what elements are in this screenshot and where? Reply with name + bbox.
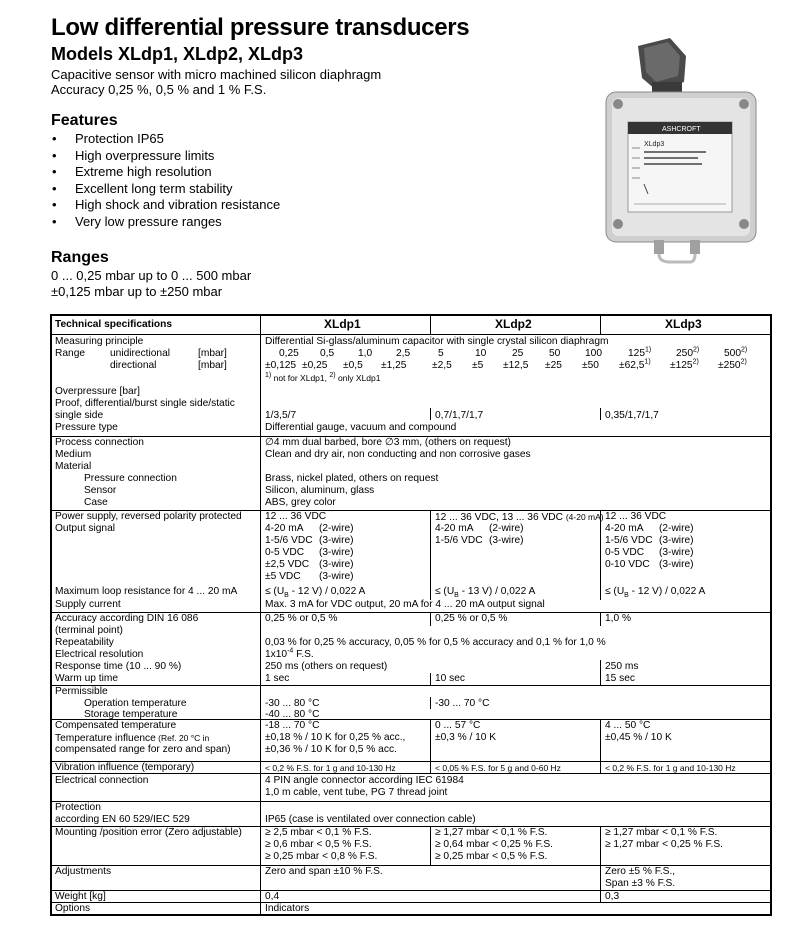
compensated-temperature-xldp3: 4 ... 50 °C — [605, 720, 651, 731]
warm-up-time-xldp2: 10 sec — [435, 673, 466, 684]
material-label: Material — [55, 461, 92, 472]
compensated-temperature-xldp2: 0 ... 57 °C — [435, 720, 481, 731]
accuracy-terminal-label: (terminal point) — [55, 625, 123, 636]
loop-resistance-xldp3: ≤ ($U_B - 12$ V) / 0,022 A — [605, 586, 706, 600]
operation-temperature-label: Operation temperature — [84, 698, 187, 709]
output-xldp1: 0-5 VDC — [265, 547, 305, 558]
operation-temperature-xldp1: -30 ... 80 °C — [265, 698, 320, 709]
range-unit: [mbar] — [198, 360, 227, 371]
vibration-influence-label: Vibration influence (temporary) — [55, 762, 195, 773]
column-header-xldp3: XLdp3 — [665, 317, 702, 331]
technical-specifications-table — [50, 314, 772, 916]
electrical-connection-value: 1,0 m cable, vent tube, PG 7 thread joint — [265, 787, 448, 798]
response-time-xldp3: 250 ms — [605, 661, 639, 672]
range-dir-value: ±0,25 — [302, 360, 328, 371]
output-xldp1-wire: (3-wire) — [319, 535, 354, 546]
overpressure-single-side-label: single side — [55, 410, 104, 421]
case-label: Case — [84, 497, 108, 508]
output-xldp1: 1-5/6 VDC — [265, 535, 313, 546]
range-dir-value: ±12,5 — [503, 360, 529, 371]
vibration-xldp3: < 0,2 % F.S. for 1 g and 10-130 Hz — [605, 763, 736, 773]
electrical-resolution-label: Electrical resolution — [55, 649, 144, 660]
power-supply-xldp1: 12 ... 36 VDC — [265, 511, 327, 522]
output-xldp1-wire: (3-wire) — [319, 559, 354, 570]
electrical-connection-value: 4 PIN angle connector according IEC 61984 — [265, 775, 464, 786]
overpressure-xldp1: 1/3,5/7 — [265, 410, 297, 421]
warm-up-time-label: Warm up time — [55, 673, 119, 684]
range-uni-value: 500$^{2)}$ — [724, 346, 748, 359]
overpressure-proof-label: Proof, differential/burst single side/static — [55, 398, 235, 409]
range-dir-value: ±0,5 — [343, 360, 363, 371]
electrical-resolution-value: $1x10^{-4}$ F.S. — [265, 647, 314, 660]
output-xldp3: 4-20 mA — [605, 523, 644, 534]
range-uni-value: 100 — [585, 348, 602, 359]
pressure-type-label: Pressure type — [55, 422, 118, 433]
adjustments-xldp3: Zero ±5 % F.S., — [605, 866, 676, 877]
options-value: Indicators — [265, 903, 310, 914]
range-dir-value: ±0,125 — [265, 360, 297, 371]
mounting-xldp3: ≥ 1,27 mbar < 0,25 % F.S. — [605, 839, 723, 850]
range-dir-value: $\pm 125^{2)}$ — [670, 358, 699, 371]
weight-label: Weight [kg] — [55, 891, 106, 902]
range-label: Range — [55, 348, 86, 359]
temperature-influence-sub-label: compensated range for zero and span) — [55, 744, 231, 755]
mounting-xldp2: ≥ 0,64 mbar < 0,25 % F.S. — [435, 839, 553, 850]
description-line-2: Accuracy 0,25 %, 0,5 % and 1 % F.S. — [51, 82, 267, 97]
range-unit: [mbar] — [198, 348, 227, 359]
temperature-influence-xldp3: ±0,45 % / 10 K — [605, 732, 672, 743]
weight-xldp1: 0,4 — [265, 891, 280, 902]
mounting-xldp3: ≥ 1,27 mbar < 0,1 % F.S. — [605, 827, 718, 838]
loop-resistance-xldp2: ≤ ($U_B - 13$ V) / 0,022 A — [435, 586, 536, 600]
spec-header: Technical specifications — [55, 319, 173, 330]
storage-temperature-xldp1: -40 ... 80 °C — [265, 709, 320, 720]
mounting-xldp1: ≥ 0,25 mbar < 0,8 % F.S. — [265, 851, 378, 862]
feature-item: • Excellent long term stability — [51, 181, 280, 198]
loop-resistance-xldp1: ≤ ($U_B - 12$ V) / 0,022 A — [265, 586, 366, 600]
protection-value: IP65 (case is ventilated over connection cable) — [265, 814, 476, 825]
power-supply-xldp2: 12 ... 36 VDC, 13 ... 36 VDC (4-20 mA) — [435, 512, 604, 523]
sensor-label: Sensor — [84, 485, 117, 496]
range-line-1: 0 ... 0,25 mbar up to 0 ... 500 mbar — [51, 268, 252, 283]
adjustments-xldp1: Zero and span ±10 % F.S. — [265, 866, 383, 877]
temperature-influence-xldp1: ±0,36 % / 10 K for 0,5 % acc. — [265, 744, 397, 755]
range-uni-value: 25 — [512, 348, 524, 359]
overpressure-label: Overpressure [bar] — [55, 386, 140, 397]
options-label: Options — [55, 903, 91, 914]
page-subtitle: Models XLdp1, XLdp2, XLdp3 — [51, 44, 304, 64]
output-xldp3-wire: (2-wire) — [659, 523, 694, 534]
accuracy-label: Accuracy according DIN 16 086 — [55, 613, 199, 624]
page-title: Low differential pressure transducers — [51, 14, 470, 41]
output-xldp3-wire: (3-wire) — [659, 535, 694, 546]
repeatability-value: 0,03 % for 0,25 % accuracy, 0,05 % for 0,5 % accuracy and 0,1 % for 1,0 % — [265, 637, 606, 648]
output-xldp1: ±5 VDC — [265, 571, 301, 582]
sensor-value: Silicon, aluminum, glass — [265, 485, 375, 496]
mounting-xldp2: ≥ 0,25 mbar < 0,5 % F.S. — [435, 851, 548, 862]
temperature-influence-label: Temperature influence (Ref. 20 °C in — [55, 733, 210, 744]
mounting-error-label: Mounting /position error (Zero adjustable) — [55, 827, 242, 838]
temperature-influence-xldp2: ±0,3 % / 10 K — [435, 732, 497, 743]
overpressure-xldp3: 0,35/1,7/1,7 — [605, 410, 659, 421]
warm-up-time-xldp3: 15 sec — [605, 673, 636, 684]
transducer-device-image — [598, 34, 768, 264]
loop-resistance-label: Maximum loop resistance for 4 ... 20 mA — [55, 586, 238, 597]
protection-standard-label: according EN 60 529/IEC 529 — [55, 814, 190, 825]
range-uni-value: 50 — [549, 348, 561, 359]
output-xldp2-wire: (3-wire) — [489, 535, 524, 546]
device-model-label: XLdp3 — [644, 141, 665, 148]
feature-item: • High shock and vibration resistance — [51, 197, 280, 214]
adjustments-xldp3: Span ±3 % F.S. — [605, 878, 676, 889]
compensated-temperature-xldp1: -18 ... 70 °C — [265, 720, 320, 731]
weight-xldp3: 0,3 — [605, 891, 620, 902]
range-footnote: $^{1)}$ not for XLdp1, $^{2)}$ only XLdp1 — [265, 372, 381, 383]
vibration-xldp1: < 0,2 % F.S. for 1 g and 10-130 Hz — [265, 763, 396, 773]
feature-item: • Extreme high resolution — [51, 164, 280, 181]
compensated-temperature-label: Compensated temperature — [55, 720, 177, 731]
range-line-2: ±0,125 mbar up to ±250 mbar — [51, 284, 223, 299]
range-uni-value: 1,0 — [358, 348, 373, 359]
range-dir-value: ±2,5 — [432, 360, 452, 371]
vibration-xldp2: < 0,05 % F.S. for 5 g and 0-60 Hz — [435, 763, 561, 773]
repeatability-label: Repeatability — [55, 637, 114, 648]
range-dir-value: ±1,25 — [381, 360, 407, 371]
mounting-xldp2: ≥ 1,27 mbar < 0,1 % F.S. — [435, 827, 548, 838]
medium-value: Clean and dry air, non conducting and non corrosive gases — [265, 449, 531, 460]
output-xldp3: 0-5 VDC — [605, 547, 645, 558]
ranges-heading: Ranges — [51, 249, 109, 266]
column-header-xldp1: XLdp1 — [324, 317, 361, 331]
process-connection-value: ∅4 mm dual barbed, bore ∅3 mm, (others on request) — [265, 437, 511, 448]
range-dir-value: ±50 — [582, 360, 599, 371]
accuracy-xldp3: 1,0 % — [605, 613, 632, 624]
electrical-connection-label: Electrical connection — [55, 775, 149, 786]
device-brand-label: ASHCROFT — [662, 126, 701, 133]
description-line-1: Capacitive sensor with micro machined silicon diaphragm — [51, 67, 382, 82]
output-xldp1-wire: (3-wire) — [319, 571, 354, 582]
range-uni-value: 250$^{2)}$ — [676, 346, 700, 359]
range-dir-value: $\pm 250^{2)}$ — [718, 358, 747, 371]
output-xldp3-wire: (3-wire) — [659, 559, 694, 570]
output-xldp1-wire: (3-wire) — [319, 547, 354, 558]
range-uni-value: 2,5 — [396, 348, 411, 359]
output-xldp2: 4-20 mA — [435, 523, 474, 534]
pressure-connection-value: Brass, nickel plated, others on request — [265, 473, 439, 484]
overpressure-xldp2: 0,7/1,7/1,7 — [435, 410, 484, 421]
range-dir-value: ±5 — [472, 360, 484, 371]
supply-current-value: Max. 3 mA for VDC output, 20 mA for 4 ... 20 mA output signal — [265, 599, 545, 610]
accuracy-xldp1: 0,25 % or 0,5 % — [265, 613, 338, 624]
feature-item: • Very low pressure ranges — [51, 214, 280, 231]
output-xldp3: 0-10 VDC — [605, 559, 650, 570]
range-dir-value: ±25 — [545, 360, 562, 371]
accuracy-xldp2: 0,25 % or 0,5 % — [435, 613, 508, 624]
measuring-principle-value: Differential Si-glass/aluminum capacitor with single crystal silicon diaphragm — [265, 336, 609, 347]
features-heading: Features — [51, 112, 118, 129]
operation-temperature-xldp2: -30 ... 70 °C — [435, 698, 490, 709]
range-directional-label: directional — [110, 360, 157, 371]
supply-current-label: Supply current — [55, 599, 121, 610]
range-uni-value: 125$^{1)}$ — [628, 346, 652, 359]
power-supply-xldp3: 12 ... 36 VDC — [605, 511, 667, 522]
power-supply-label: Power supply, reversed polarity protected — [55, 511, 242, 522]
response-time-label: Response time (10 ... 90 %) — [55, 661, 182, 672]
mounting-xldp1: ≥ 2,5 mbar < 0,1 % F.S. — [265, 827, 372, 838]
range-dir-value: $\pm 62,5^{1)}$ — [619, 358, 651, 371]
pressure-connection-label: Pressure connection — [84, 473, 177, 484]
permissible-label: Permissible — [55, 686, 108, 697]
output-signal-label: Output signal — [55, 523, 116, 534]
feature-item: • Protection IP65 — [51, 131, 280, 148]
column-header-xldp2: XLdp2 — [495, 317, 532, 331]
output-xldp2-wire: (2-wire) — [489, 523, 524, 534]
pressure-type-value: Differential gauge, vacuum and compound — [265, 422, 457, 433]
range-uni-value: 0,25 — [279, 348, 299, 359]
range-uni-value: 5 — [438, 348, 444, 359]
case-value: ABS, grey color — [265, 497, 336, 508]
output-xldp1: 4-20 mA — [265, 523, 304, 534]
output-xldp3: 1-5/6 VDC — [605, 535, 653, 546]
range-uni-value: 0,5 — [320, 348, 335, 359]
adjustments-label: Adjustments — [55, 866, 112, 877]
range-unidirectional-label: unidirectional — [110, 348, 171, 359]
temperature-influence-xldp1: ±0,18 % / 10 K for 0,25 % acc., — [265, 732, 406, 743]
range-uni-value: 10 — [475, 348, 487, 359]
output-xldp1-wire: (2-wire) — [319, 523, 354, 534]
medium-label: Medium — [55, 449, 92, 460]
process-connection-label: Process connection — [55, 437, 144, 448]
mounting-xldp1: ≥ 0,6 mbar < 0,5 % F.S. — [265, 839, 372, 850]
measuring-principle-label: Measuring principle — [55, 336, 144, 347]
features-list — [51, 131, 280, 231]
feature-item: • High overpressure limits — [51, 148, 280, 165]
warm-up-time-xldp1: 1 sec — [265, 673, 290, 684]
output-xldp1: ±2,5 VDC — [265, 559, 310, 570]
protection-label: Protection — [55, 802, 101, 813]
storage-temperature-label: Storage temperature — [84, 709, 178, 720]
response-time-xldp1: 250 ms (others on request) — [265, 661, 388, 672]
output-xldp3-wire: (3-wire) — [659, 547, 694, 558]
output-xldp2: 1-5/6 VDC — [435, 535, 483, 546]
